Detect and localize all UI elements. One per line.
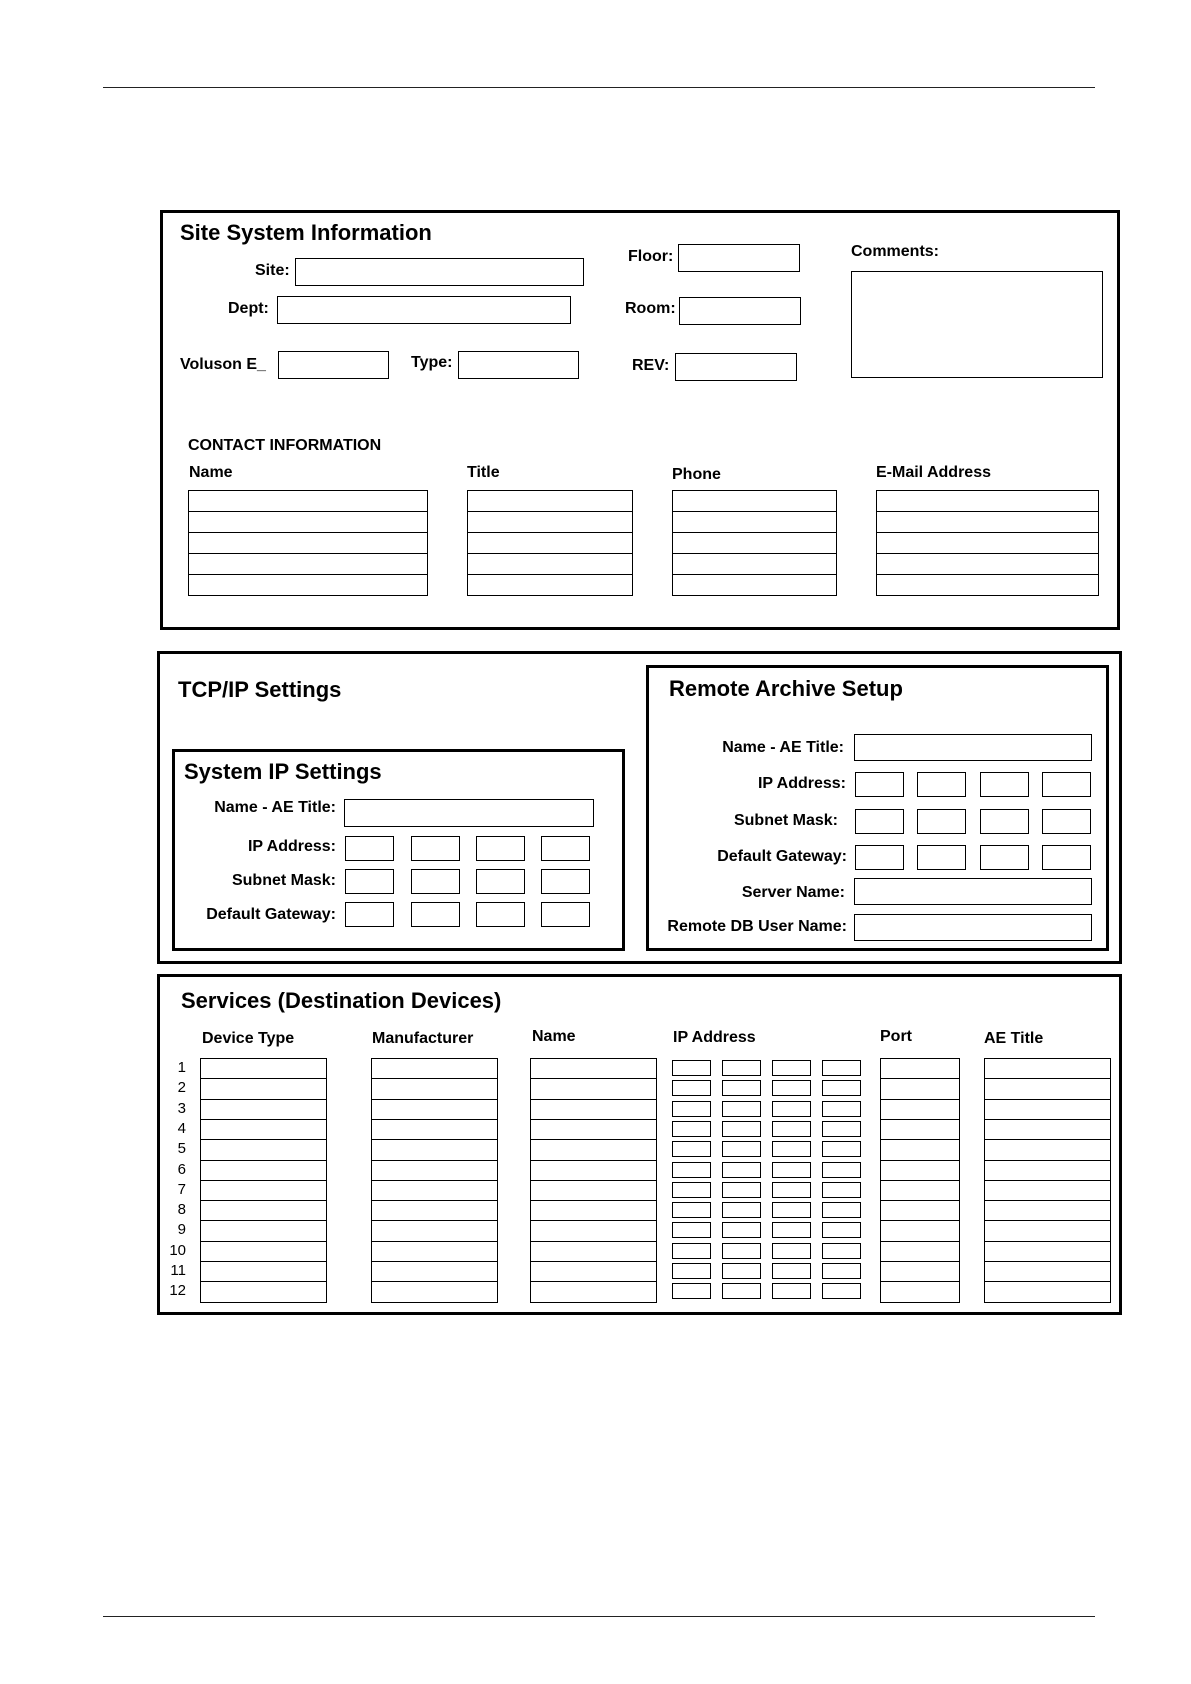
services-manufacturer-row-3[interactable] (371, 1099, 498, 1121)
dept-label: Dept: (228, 300, 269, 317)
system-default-gateway-octet-1[interactable] (345, 902, 394, 927)
system-default-gateway-label: Default Gateway: (206, 906, 336, 923)
remote-ae-title-label: Name - AE Title: (722, 739, 844, 756)
services-heading: Services (Destination Devices) (181, 988, 502, 1013)
services-port-row-1[interactable] (880, 1058, 960, 1080)
services-row-number: 1 (177, 1059, 186, 1076)
services-name-row-8[interactable] (530, 1200, 657, 1222)
services-port-row-9[interactable] (880, 1220, 960, 1242)
services-ip-octet-1-row-7[interactable] (672, 1182, 711, 1198)
services-manufacturer-row-10[interactable] (371, 1241, 498, 1263)
remote-ip-address-octet-3[interactable] (980, 772, 1029, 797)
services-device-type-row-4[interactable] (200, 1119, 327, 1141)
services-manufacturer-header: Manufacturer (372, 1030, 474, 1047)
contact-email-row-1[interactable] (876, 490, 1099, 512)
services-ae-title-header: AE Title (984, 1030, 1044, 1047)
rev-label: REV: (632, 357, 670, 374)
services-device-type-row-8[interactable] (200, 1200, 327, 1222)
services-name-row-9[interactable] (530, 1220, 657, 1242)
services-manufacturer-row-5[interactable] (371, 1139, 498, 1161)
contact-phone-row-3[interactable] (672, 532, 837, 554)
services-ip-octet-3-row-9[interactable] (772, 1222, 811, 1238)
services-name-row-11[interactable] (530, 1261, 657, 1283)
services-row-number: 7 (177, 1180, 186, 1198)
services-ip-octet-2-row-6[interactable] (722, 1162, 761, 1178)
contact-title-row-2[interactable] (467, 511, 633, 533)
services-ip-octet-2-row-12[interactable] (722, 1283, 761, 1299)
remote-db-user-name-label: Remote DB User Name: (667, 918, 847, 935)
voluson-field[interactable] (278, 351, 389, 379)
comments-label: Comments: (851, 243, 940, 260)
services-ip-octet-1-row-1[interactable] (672, 1060, 711, 1076)
services-device-type-row-6[interactable] (200, 1160, 327, 1182)
services-manufacturer-row-7[interactable] (371, 1180, 498, 1202)
services-device-type-row-7[interactable] (200, 1180, 327, 1202)
site-label: Site: (255, 262, 290, 279)
services-ip-octet-4-row-7[interactable] (822, 1182, 861, 1198)
services-ip-octet-2-row-3[interactable] (722, 1101, 761, 1117)
remote-default-gateway-label: Default Gateway: (717, 848, 847, 865)
system-ip-address-octet-2[interactable] (411, 836, 460, 861)
services-manufacturer-row-8[interactable] (371, 1200, 498, 1222)
system-subnet-mask-label: Subnet Mask: (231, 872, 336, 889)
contact-email-row-5[interactable] (876, 574, 1099, 596)
services-ae-title-row-11[interactable] (984, 1261, 1111, 1283)
services-ip-octet-2-row-1[interactable] (722, 1060, 761, 1076)
type-label: Type: (411, 354, 453, 371)
services-ip-octet-2-row-9[interactable] (722, 1222, 761, 1238)
services-ip-octet-4-row-10[interactable] (822, 1243, 861, 1259)
services-device-type-row-5[interactable] (200, 1139, 327, 1161)
system-ip-address-octet-3[interactable] (476, 836, 525, 861)
services-ip-octet-3-row-11[interactable] (772, 1263, 811, 1279)
services-ip-octet-3-row-6[interactable] (772, 1162, 811, 1178)
system-subnet-mask-octet-3[interactable] (476, 869, 525, 894)
rev-field[interactable] (675, 353, 797, 381)
services-ip-octet-2-row-2[interactable] (722, 1080, 761, 1096)
remote-db-user-name-field[interactable] (854, 914, 1092, 941)
services-ae-title-row-7[interactable] (984, 1180, 1111, 1202)
services-ip-octet-2-row-11[interactable] (722, 1263, 761, 1279)
system-subnet-mask-octet-1[interactable] (345, 869, 394, 894)
services-ip-octet-4-row-2[interactable] (822, 1080, 861, 1096)
services-ip-octet-3-row-10[interactable] (772, 1243, 811, 1259)
comments-field[interactable] (851, 271, 1103, 378)
room-label: Room: (625, 300, 676, 317)
services-ae-title-row-5[interactable] (984, 1139, 1111, 1161)
services-row-number: 6 (177, 1160, 186, 1178)
services-row-number: 9 (177, 1221, 186, 1239)
room-field[interactable] (679, 297, 801, 325)
remote-default-gateway-octet-3[interactable] (980, 845, 1029, 870)
floor-label: Floor: (628, 248, 674, 265)
services-row-number: 4 (177, 1119, 186, 1137)
services-ip-octet-4-row-6[interactable] (822, 1162, 861, 1178)
contact-email-row-4[interactable] (876, 553, 1099, 575)
remote-server-name-label: Server Name: (741, 884, 845, 901)
services-manufacturer-row-4[interactable] (371, 1119, 498, 1141)
contact-email-row-3[interactable] (876, 532, 1099, 554)
services-ae-title-row-10[interactable] (984, 1241, 1111, 1263)
services-ip-octet-4-row-11[interactable] (822, 1263, 861, 1279)
contact-name-row-5[interactable] (188, 574, 428, 596)
dept-field[interactable] (277, 296, 571, 324)
system-ip-address-octet-1[interactable] (345, 836, 394, 861)
services-name-row-10[interactable] (530, 1241, 657, 1263)
services-ip-octet-4-row-3[interactable] (822, 1101, 861, 1117)
services-ip-address-header: IP Address (673, 1029, 756, 1046)
remote-subnet-mask-label: Subnet Mask: (733, 812, 838, 829)
services-port-row-3[interactable] (880, 1099, 960, 1121)
type-field[interactable] (458, 351, 579, 379)
services-ip-octet-1-row-10[interactable] (672, 1243, 711, 1259)
voluson-label: Voluson E_ (180, 356, 266, 373)
services-ip-octet-3-row-1[interactable] (772, 1060, 811, 1076)
site-field[interactable] (295, 258, 584, 286)
services-name-row-5[interactable] (530, 1139, 657, 1161)
services-port-row-8[interactable] (880, 1200, 960, 1222)
services-name-row-6[interactable] (530, 1160, 657, 1182)
services-ip-octet-2-row-8[interactable] (722, 1202, 761, 1218)
services-row-number: 10 (169, 1241, 186, 1259)
remote-archive-setup-panel (646, 665, 1109, 951)
services-ip-octet-3-row-8[interactable] (772, 1202, 811, 1218)
contact-phone-row-2[interactable] (672, 511, 837, 533)
services-manufacturer-row-2[interactable] (371, 1078, 498, 1100)
services-ip-octet-4-row-4[interactable] (822, 1121, 861, 1137)
services-ip-octet-4-row-1[interactable] (822, 1060, 861, 1076)
services-name-row-7[interactable] (530, 1180, 657, 1202)
remote-archive-setup-heading: Remote Archive Setup (669, 676, 903, 701)
footer-rule (103, 1616, 1095, 1617)
services-name-row-2[interactable] (530, 1078, 657, 1100)
services-device-type-row-11[interactable] (200, 1261, 327, 1283)
services-ip-octet-1-row-8[interactable] (672, 1202, 711, 1218)
contact-title-row-3[interactable] (467, 532, 633, 554)
services-ae-title-row-12[interactable] (984, 1281, 1111, 1303)
services-ip-octet-1-row-5[interactable] (672, 1141, 711, 1157)
site-system-information-heading: Site System Information (180, 220, 432, 245)
services-name-header: Name (532, 1028, 576, 1045)
floor-field[interactable] (678, 244, 800, 272)
services-port-row-5[interactable] (880, 1139, 960, 1161)
services-ip-octet-4-row-5[interactable] (822, 1141, 861, 1157)
contact-information-heading: CONTACT INFORMATION (188, 437, 382, 454)
services-ip-octet-4-row-9[interactable] (822, 1222, 861, 1238)
remote-default-gateway-octet-4[interactable] (1042, 845, 1091, 870)
services-ip-octet-1-row-12[interactable] (672, 1283, 711, 1299)
services-ip-octet-3-row-5[interactable] (772, 1141, 811, 1157)
services-name-row-1[interactable] (530, 1058, 657, 1080)
services-row-number: 5 (177, 1140, 186, 1158)
services-device-type-row-2[interactable] (200, 1078, 327, 1100)
services-ip-octet-4-row-12[interactable] (822, 1283, 861, 1299)
services-row-number: 11 (170, 1262, 186, 1279)
services-ip-octet-3-row-12[interactable] (772, 1283, 811, 1299)
services-ip-octet-3-row-4[interactable] (772, 1121, 811, 1137)
services-device-type-row-12[interactable] (200, 1281, 327, 1303)
services-port-row-7[interactable] (880, 1180, 960, 1202)
remote-ae-title-field[interactable] (854, 734, 1092, 761)
services-ip-octet-2-row-5[interactable] (722, 1141, 761, 1157)
system-ae-title-label: Name - AE Title: (214, 799, 336, 816)
services-manufacturer-row-1[interactable] (371, 1058, 498, 1080)
remote-ip-address-label: IP Address: (757, 775, 846, 792)
remote-subnet-mask-octet-2[interactable] (917, 809, 966, 834)
services-manufacturer-row-12[interactable] (371, 1281, 498, 1303)
system-subnet-mask-octet-4[interactable] (541, 869, 590, 894)
remote-default-gateway-octet-2[interactable] (917, 845, 966, 870)
services-ip-octet-2-row-7[interactable] (722, 1182, 761, 1198)
services-ae-title-row-1[interactable] (984, 1058, 1111, 1080)
services-manufacturer-row-6[interactable] (371, 1160, 498, 1182)
remote-default-gateway-octet-1[interactable] (855, 845, 904, 870)
services-ip-octet-2-row-4[interactable] (722, 1121, 761, 1137)
services-ae-title-row-6[interactable] (984, 1160, 1111, 1182)
services-ip-octet-2-row-10[interactable] (722, 1243, 761, 1259)
remote-ip-address-octet-4[interactable] (1042, 772, 1091, 797)
contact-title-column-header: Title (467, 464, 500, 481)
remote-ip-address-octet-1[interactable] (855, 772, 904, 797)
services-port-row-4[interactable] (880, 1119, 960, 1141)
services-ae-title-row-2[interactable] (984, 1078, 1111, 1100)
services-device-type-row-9[interactable] (200, 1220, 327, 1242)
system-ae-title-field[interactable] (344, 799, 594, 827)
services-port-row-10[interactable] (880, 1241, 960, 1263)
remote-subnet-mask-octet-4[interactable] (1042, 809, 1091, 834)
services-ip-octet-1-row-3[interactable] (672, 1101, 711, 1117)
services-ip-octet-3-row-3[interactable] (772, 1101, 811, 1117)
tcpip-settings-heading: TCP/IP Settings (178, 677, 342, 702)
services-ae-title-row-3[interactable] (984, 1099, 1111, 1121)
services-ip-octet-1-row-11[interactable] (672, 1263, 711, 1279)
services-port-row-2[interactable] (880, 1078, 960, 1100)
remote-subnet-mask-octet-3[interactable] (980, 809, 1029, 834)
services-row-number: 12 (169, 1282, 186, 1300)
services-row-number: 3 (177, 1099, 186, 1117)
services-manufacturer-row-11[interactable] (371, 1261, 498, 1283)
services-ip-octet-1-row-2[interactable] (672, 1080, 711, 1096)
services-name-row-12[interactable] (530, 1281, 657, 1303)
contact-phone-row-5[interactable] (672, 574, 837, 596)
system-ip-address-octet-4[interactable] (541, 836, 590, 861)
services-row-number: 2 (177, 1079, 186, 1097)
services-device-type-row-3[interactable] (200, 1099, 327, 1121)
remote-subnet-mask-octet-1[interactable] (855, 809, 904, 834)
contact-name-row-2[interactable] (188, 511, 428, 533)
services-name-row-4[interactable] (530, 1119, 657, 1141)
contact-name-row-1[interactable] (188, 490, 428, 512)
services-ip-octet-4-row-8[interactable] (822, 1202, 861, 1218)
services-name-row-3[interactable] (530, 1099, 657, 1121)
services-port-row-11[interactable] (880, 1261, 960, 1283)
services-port-header: Port (880, 1028, 912, 1045)
contact-title-row-4[interactable] (467, 553, 633, 575)
services-ip-octet-1-row-4[interactable] (672, 1121, 711, 1137)
services-ip-octet-3-row-7[interactable] (772, 1182, 811, 1198)
system-ip-address-label: IP Address: (247, 838, 336, 855)
system-default-gateway-octet-4[interactable] (541, 902, 590, 927)
services-ae-title-row-8[interactable] (984, 1200, 1111, 1222)
contact-name-row-4[interactable] (188, 553, 428, 575)
services-port-row-12[interactable] (880, 1281, 960, 1303)
system-subnet-mask-octet-2[interactable] (411, 869, 460, 894)
contact-email-column-header: E-Mail Address (876, 464, 991, 481)
services-device-type-row-10[interactable] (200, 1241, 327, 1263)
remote-ip-address-octet-2[interactable] (917, 772, 966, 797)
system-ip-settings-heading: System IP Settings (184, 759, 382, 784)
contact-title-row-1[interactable] (467, 490, 633, 512)
contact-email-row-2[interactable] (876, 511, 1099, 533)
contact-name-column-header: Name (189, 464, 233, 481)
services-device-type-row-1[interactable] (200, 1058, 327, 1080)
services-ip-octet-3-row-2[interactable] (772, 1080, 811, 1096)
services-ae-title-row-9[interactable] (984, 1220, 1111, 1242)
services-manufacturer-row-9[interactable] (371, 1220, 498, 1242)
contact-phone-row-4[interactable] (672, 553, 837, 575)
header-rule (103, 87, 1095, 88)
contact-title-row-5[interactable] (467, 574, 633, 596)
services-port-row-6[interactable] (880, 1160, 960, 1182)
services-row-number: 8 (177, 1201, 186, 1219)
services-ip-octet-1-row-6[interactable] (672, 1162, 711, 1178)
system-default-gateway-octet-3[interactable] (476, 902, 525, 927)
services-ae-title-row-4[interactable] (984, 1119, 1111, 1141)
system-default-gateway-octet-2[interactable] (411, 902, 460, 927)
contact-name-row-3[interactable] (188, 532, 428, 554)
contact-phone-column-header: Phone (672, 466, 721, 483)
remote-server-name-field[interactable] (854, 878, 1092, 905)
services-ip-octet-1-row-9[interactable] (672, 1222, 711, 1238)
services-device-type-header: Device Type (202, 1030, 295, 1047)
contact-phone-row-1[interactable] (672, 490, 837, 512)
